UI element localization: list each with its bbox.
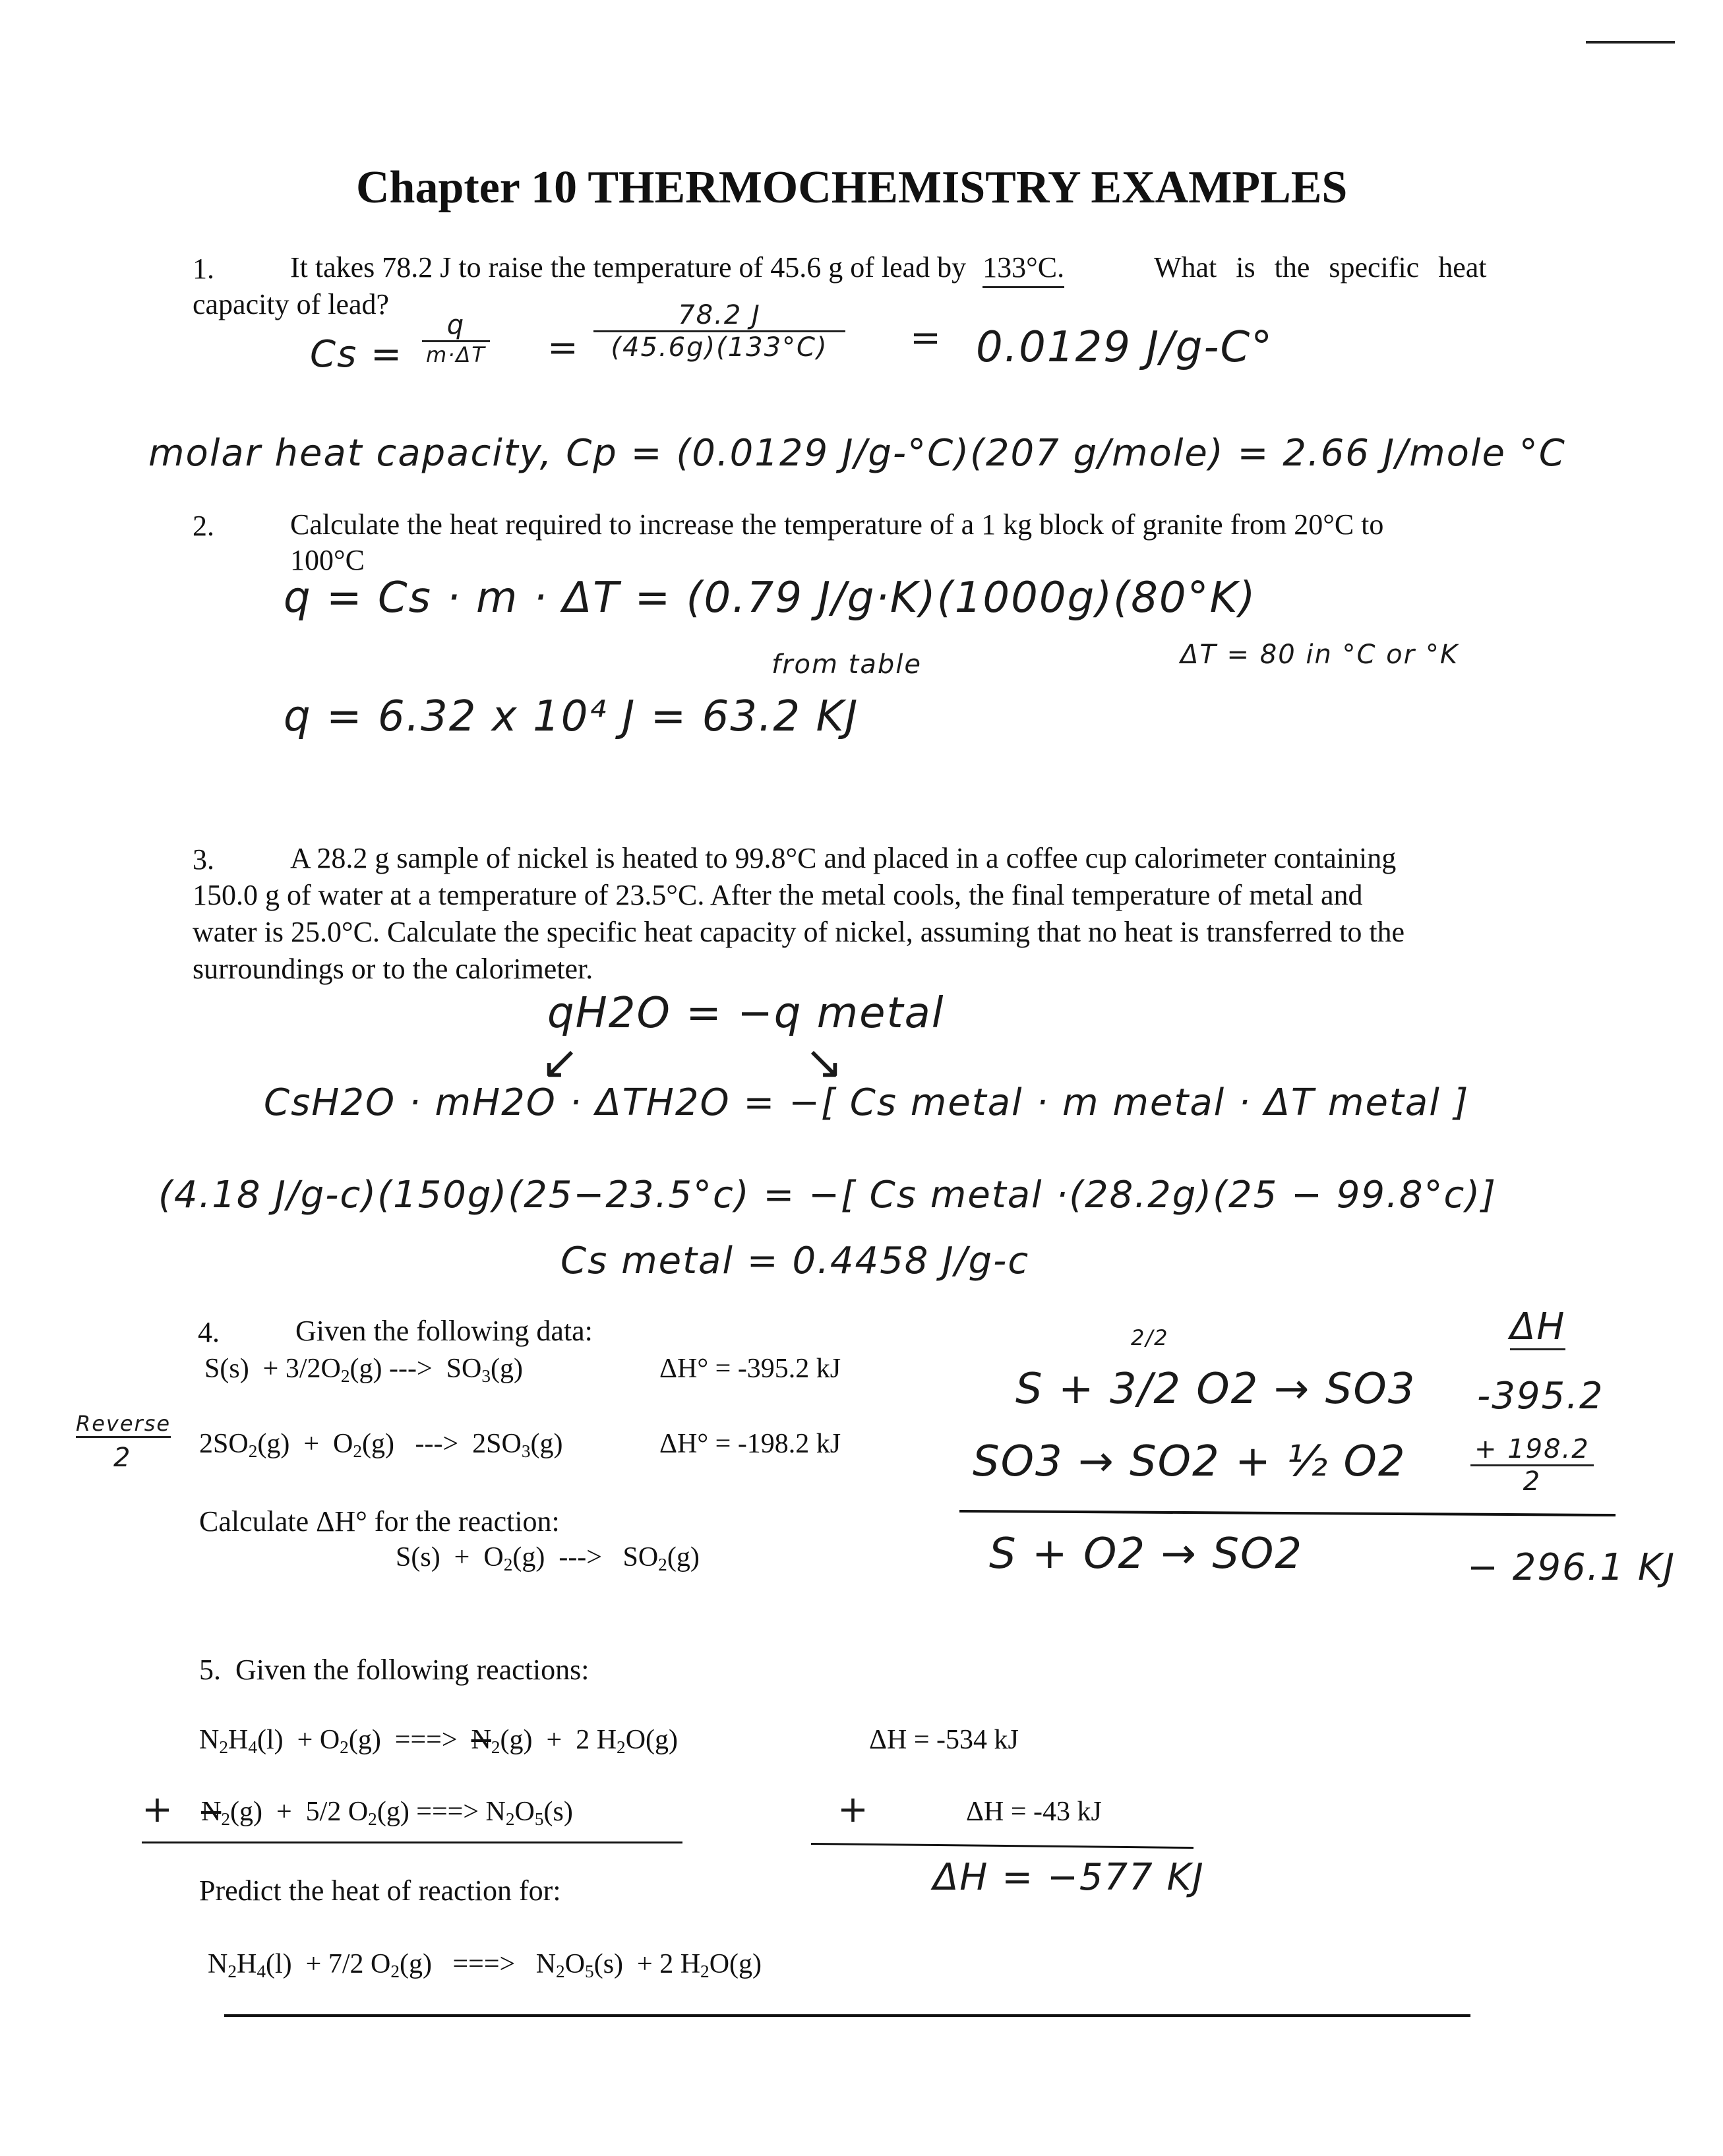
target-reaction: $S(s) + O_2(g)$ ---> $SO_2(g)$ — [396, 1542, 700, 1574]
hw-margin-divide: 2 — [113, 1443, 132, 1473]
hw-note-from-table: from table — [771, 649, 922, 680]
hw-result: 0.0129 J/g-C° — [976, 323, 1274, 372]
problem-text-line2: capacity of lead? — [193, 288, 390, 320]
reaction-equation: $2SO_2(g) + O_2(g)$ ---> $2SO_3(g)$ — [199, 1429, 563, 1461]
reaction-dh: ΔH = -534 kJ — [869, 1725, 1019, 1755]
hw-sum-dh: − 296.1 KJ — [1467, 1546, 1676, 1589]
problem-text — [290, 249, 1064, 288]
hw-values-fraction: $\frac{78.2 J}{(45.6g)(133^\circ C)}$ — [593, 300, 845, 363]
calc-label: Calculate ΔH° for the reaction: — [199, 1505, 560, 1538]
hw-step1-equation: S + 3/2 O2 → SO3 — [1015, 1365, 1416, 1414]
hw-heat-result: q = 6.32 x 10⁴ J = 63.2 KJ — [284, 692, 859, 741]
hw-step1-dh: -395.2 — [1477, 1375, 1604, 1418]
hw-formula-fraction: $\frac{q}{m\cdot\Delta T}$ — [422, 310, 490, 367]
reaction-dh: ΔH = -43 kJ — [966, 1797, 1102, 1827]
hw-note-delta-t: ΔT = 80 in °C or °K — [1180, 640, 1459, 670]
problem-text-line1: Calculate the heat required to increase the temperature of a 1 kg block of granite from 20°C to — [290, 508, 1384, 541]
problem-text-line: A 28.2 g sample of nickel is heated to 99.8°C and placed in a coffee cup calorimeter containing — [290, 842, 1397, 874]
hw-heat-equation: q = Cs · m · ΔT = (0.79 J/g·K)(1000g)(80°K) — [284, 574, 1257, 622]
hw-step2-equation: SO3 → SO2 + ½ O2 — [973, 1437, 1406, 1486]
hw-formula-lhs: Cs = — [310, 333, 403, 376]
problem-text-line: 150.0 g of water at a temperature of 23.5°C. After the metal cools, the final temperature of metal and — [193, 879, 1363, 911]
reaction-equation: $N_2(g) + 5/2$ $O_2(g)$ ===> $N_2O_5(s)$ — [201, 1797, 573, 1829]
problem-text-end: What is the specific heat — [1154, 251, 1487, 284]
problem-text-line: water is 25.0°C. Calculate the specific heat capacity of nickel, assuming that no heat is transferred to the — [193, 916, 1405, 948]
predict-label: Predict the heat of reaction for: — [199, 1874, 561, 1907]
target-reaction: $N_2H_4(l) + 7/2$ $O_2(g)$ ===> $N_2O_5(s) + 2$ $H_2O(g)$ — [208, 1949, 762, 1981]
problem-number: 1. — [193, 253, 214, 285]
highlighted-value: 133°C. — [982, 249, 1064, 288]
hw-heat-balance: qH2O = −q metal — [547, 989, 945, 1038]
hw-dh-header: ΔH — [1510, 1305, 1565, 1350]
sum-divider — [959, 1510, 1616, 1516]
hw-eq2: = — [910, 316, 942, 359]
hw-margin-reverse: Reverse — [76, 1411, 171, 1438]
hw-specific-heat-result: Cs metal = 0.4458 J/g-c — [560, 1240, 1030, 1282]
arrow-left-icon: ↙ — [541, 1035, 581, 1089]
problem-text-line2: 100°C — [290, 544, 365, 576]
problem-text-line: It takes 78.2 J to raise the temperature of 45.6 g of lead by — [290, 251, 967, 284]
scan-mark — [1586, 41, 1675, 44]
hw-result: ΔH = −577 KJ — [933, 1856, 1205, 1899]
answer-line — [224, 2014, 1470, 2017]
arrow-right-icon: ↘ — [804, 1035, 845, 1089]
hw-step2-dh: $\frac{+ 198.2}{2}$ — [1470, 1434, 1594, 1497]
sum-divider-left — [142, 1842, 682, 1843]
reaction-equation: $N_2H_4(l) + O_2(g)$ ===> $N_2(g) + 2$ $H_2O(g)$ — [199, 1725, 679, 1757]
hw-sum-equation: S + O2 → SO2 — [989, 1530, 1304, 1578]
sum-divider-right — [811, 1843, 1194, 1849]
hw-plus-right: + — [837, 1788, 870, 1831]
hw-eq1: = — [547, 326, 580, 369]
problem-number: 4. — [198, 1316, 220, 1348]
problem-number: 2. — [193, 510, 214, 542]
hw-expanded-equation: CsH2O · mH2O · ΔTH2O = −[ Cs metal · m metal · ΔT metal ] — [264, 1081, 1470, 1124]
problem-intro: Given the following data: — [295, 1315, 593, 1347]
hw-plus-left: + — [142, 1788, 174, 1831]
hw-substituted-values: (4.18 J/g-c)(150g)(25−23.5°c) = −[ Cs metal ·(28.2g)(25 − 99.8°c)] — [158, 1174, 1497, 1216]
page-title: Chapter 10 THERMOCHEMISTRY EXAMPLES — [356, 162, 1348, 213]
hw-note-half: 2/2 — [1131, 1325, 1169, 1350]
reaction-equation: $S(s) + 3/2O_2(g)$ ---> $SO_3(g)$ — [204, 1354, 523, 1386]
problem-text-line: surroundings or to the calorimeter. — [193, 953, 593, 985]
problem-intro: 5. Given the following reactions: — [199, 1654, 589, 1686]
reaction-dh: ΔH° = -395.2 kJ — [659, 1354, 841, 1384]
hw-molar-heat-capacity: molar heat capacity, Cp = (0.0129 J/g-°C)(207 g/mole) = 2.66 J/mole °C — [148, 432, 1566, 475]
problem-number: 3. — [193, 843, 214, 876]
reaction-dh: ΔH° = -198.2 kJ — [659, 1429, 841, 1459]
